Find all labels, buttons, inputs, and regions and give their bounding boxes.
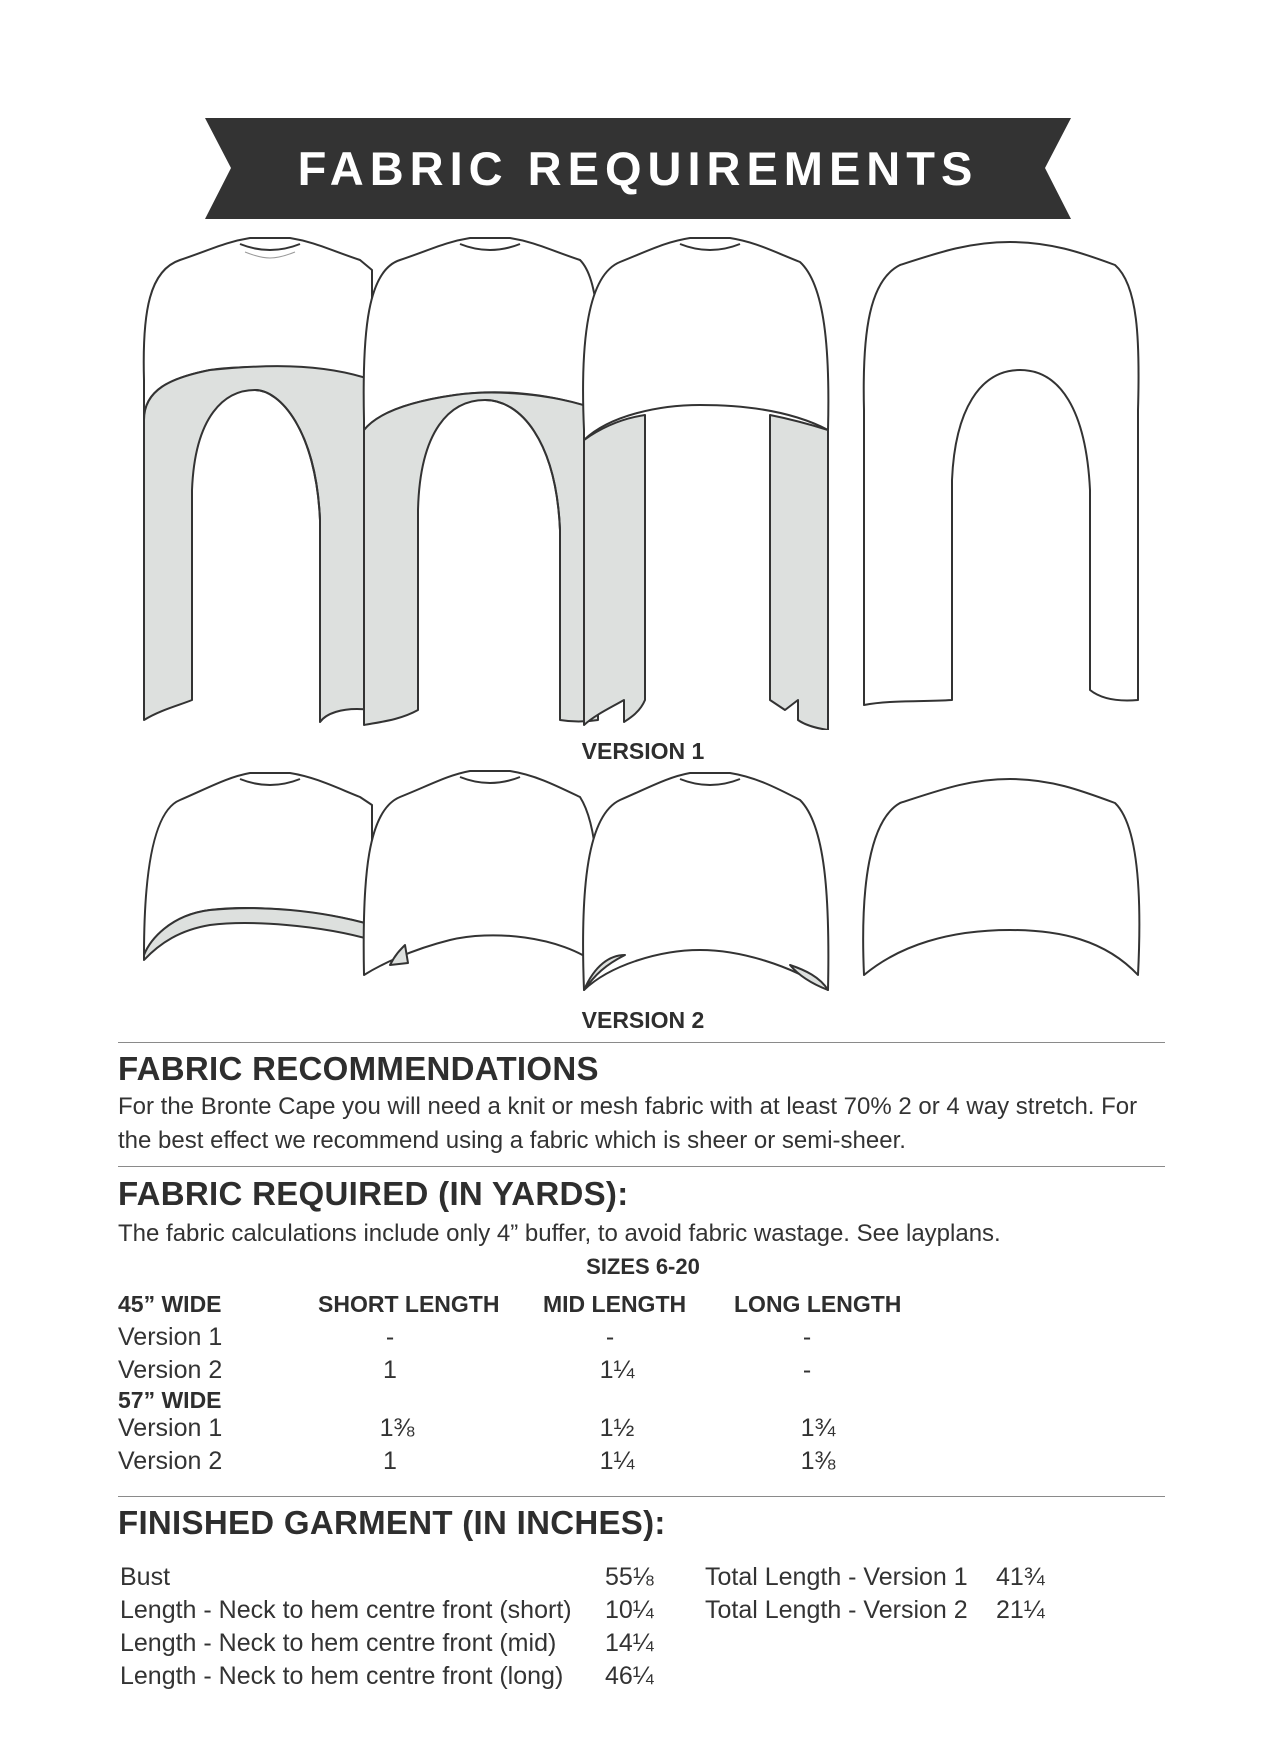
cell-long: - xyxy=(802,1356,812,1384)
divider xyxy=(118,1496,1165,1497)
cell-mid: 1¼ xyxy=(599,1356,635,1384)
row-label: Version 2 xyxy=(118,1356,223,1384)
cell-short: 1⅜ xyxy=(379,1414,415,1442)
cape-v2-mid xyxy=(364,771,599,975)
version2-illustrations xyxy=(140,765,1150,995)
measurement-value: 55⅛ xyxy=(605,1563,654,1591)
divider xyxy=(118,1042,1165,1043)
measurement-value: 21¼ xyxy=(996,1596,1045,1624)
measurement-value: 41¾ xyxy=(996,1563,1045,1591)
cape-v1-short xyxy=(144,238,372,722)
cape-v2-short xyxy=(144,773,372,960)
sizes-label: SIZES 6-20 xyxy=(586,1254,700,1279)
cape-v1-mid xyxy=(364,238,599,725)
title-banner xyxy=(205,118,1071,219)
measurement-label: Length - Neck to hem centre front (mid) xyxy=(120,1629,557,1657)
column-header-short: SHORT LENGTH xyxy=(318,1291,500,1317)
version1-label: VERSION 1 xyxy=(581,738,705,764)
measurement-label: Length - Neck to hem centre front (long) xyxy=(120,1662,564,1690)
measurement-label: Length - Neck to hem centre front (short) xyxy=(120,1596,572,1624)
cell-long: 1¾ xyxy=(800,1414,836,1442)
finished-heading: FINISHED GARMENT (IN INCHES): xyxy=(118,1504,666,1541)
cape-v1-long xyxy=(583,238,828,730)
cell-mid: - xyxy=(605,1323,615,1351)
column-header-long: LONG LENGTH xyxy=(734,1291,902,1317)
cell-short: 1 xyxy=(383,1356,397,1384)
required-note: The fabric calculations include only 4” buffer, to avoid fabric wastage. See layplans. xyxy=(118,1220,1001,1247)
version1-illustrations xyxy=(140,230,1150,730)
cape-v2-back xyxy=(863,779,1139,975)
cell-long: - xyxy=(802,1323,812,1351)
row-label: Version 1 xyxy=(118,1414,223,1442)
recommendations-heading: FABRIC RECOMMENDATIONS xyxy=(118,1050,599,1087)
cape-v2-long xyxy=(583,773,828,990)
version2-label: VERSION 2 xyxy=(581,1007,705,1033)
measurement-label: Total Length - Version 2 xyxy=(705,1596,968,1624)
recommendations-line-2: the best effect we recommend using a fabric which is sheer or semi-sheer. xyxy=(118,1127,906,1154)
width-label-57: 57” WIDE xyxy=(118,1387,222,1413)
measurement-value: 10¼ xyxy=(605,1596,654,1624)
required-heading: FABRIC REQUIRED (IN YARDS): xyxy=(118,1175,629,1212)
row-label: Version 2 xyxy=(118,1447,223,1475)
cell-long: 1⅜ xyxy=(800,1447,836,1475)
cape-v1-back xyxy=(864,242,1139,705)
measurement-label: Total Length - Version 1 xyxy=(705,1563,968,1591)
cell-short: 1 xyxy=(383,1447,397,1475)
divider xyxy=(118,1166,1165,1167)
measurement-value: 46¼ xyxy=(605,1662,654,1690)
page-title: FABRIC REQUIREMENTS xyxy=(297,142,979,195)
row-label: Version 1 xyxy=(118,1323,223,1351)
width-label-45: 45” WIDE xyxy=(118,1291,222,1317)
cell-mid: 1½ xyxy=(599,1414,635,1442)
cell-short: - xyxy=(385,1323,395,1351)
recommendations-line-1: For the Bronte Cape you will need a knit or mesh fabric with at least 70% 2 or 4 way stretch. For xyxy=(118,1093,1138,1120)
cell-mid: 1¼ xyxy=(599,1447,635,1475)
measurement-label: Bust xyxy=(120,1563,171,1591)
column-header-mid: MID LENGTH xyxy=(543,1291,687,1317)
measurement-value: 14¼ xyxy=(605,1629,654,1657)
